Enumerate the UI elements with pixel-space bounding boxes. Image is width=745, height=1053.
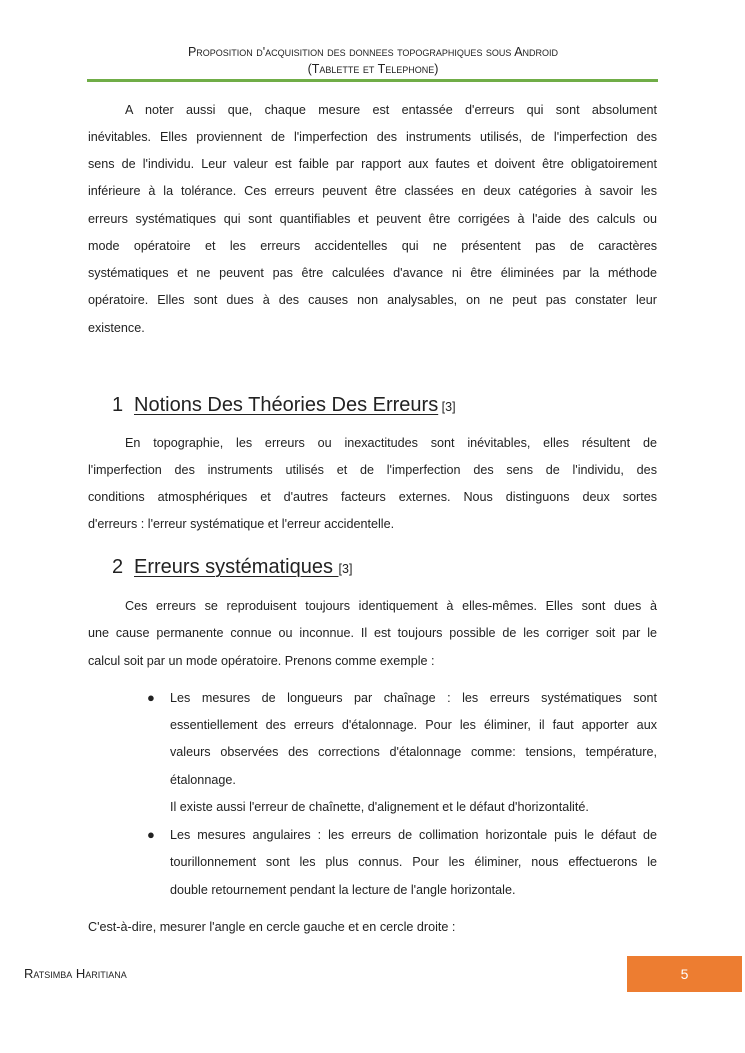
paragraph-line: Ces erreurs se reproduisent toujours identiquement à elles-mêmes. Elles sont dues à [125, 599, 657, 613]
header-title-line1: Proposition d'acquisition des donnees topographiques sous Android [187, 45, 559, 59]
heading-title: Notions Des Théories Des Erreurs [134, 394, 439, 416]
heading-number: 2 [112, 556, 124, 578]
paragraph-line: A noter aussi que, chaque mesure est entassée d'erreurs qui sont absolument [125, 103, 657, 117]
paragraph-line: C'est-à-dire, mesurer l'angle en cercle gauche et en cercle droite : [88, 920, 456, 934]
paragraph-line: inférieure à la tolérance. Ces erreurs peuvent être classées en deux catégories à savoir les [88, 184, 657, 198]
heading-1 [112, 394, 456, 417]
heading-2 [112, 556, 352, 579]
header-title-line2: (Tablette et Telephone) [307, 62, 439, 76]
paragraph-line: tourillonnement sont les plus connus. Pour les éliminer, nous effectuerons le [170, 855, 657, 869]
paragraph-line: opératoire. Elles sont dues à des causes non analysables, on ne peut pas constater leur [88, 293, 657, 307]
paragraph-line: existence. [88, 321, 145, 335]
paragraph-line: erreurs systématiques qui sont quantifiables et peuvent être corrigées à l'aide des calculs ou [88, 212, 657, 226]
paragraph-line: l'imperfection des instruments utilisés et de l'imperfection des sens de l'individu, des [88, 463, 657, 477]
paragraph-line: étalonnage. [170, 773, 236, 787]
paragraph-line: Les mesures angulaires : les erreurs de collimation horizontale puis le défaut de [170, 828, 657, 842]
heading-number: 1 [112, 394, 124, 416]
paragraph-line: d'erreurs : l'erreur systématique et l'erreur accidentelle. [88, 517, 395, 531]
footer-author: Ratsimba Haritiana [24, 966, 127, 981]
citation: [3] [438, 400, 456, 414]
paragraph-line: valeurs observées des corrections d'étalonnage comme: tensions, température, [170, 745, 657, 759]
paragraph-line: systématiques et ne peuvent pas être calculées d'avance ni être éliminées par la méthode [88, 266, 657, 280]
paragraph-line: double retournement pendant la lecture de l'angle horizontale. [170, 883, 516, 897]
paragraph-line: une cause permanente connue ou inconnue. Il est toujours possible de les corriger soit par le [88, 626, 657, 640]
paragraph-line: Il existe aussi l'erreur de chaînette, d'alignement et le défaut d'horizontalité. [170, 800, 589, 814]
citation: [3] [338, 562, 353, 576]
paragraph-line: essentiellement des erreurs d'étalonnage. Pour les éliminer, il faut apporter aux [170, 718, 657, 732]
paragraph-line: inévitables. Elles proviennent de l'imperfection des instruments utilisés, de l'imperfection des [88, 130, 657, 144]
paragraph-line: calcul soit par un mode opératoire. Prenons comme exemple : [88, 654, 435, 668]
heading-title: Erreurs systématiques [134, 556, 339, 578]
bullet-icon: ● [147, 827, 155, 842]
bullet-icon: ● [147, 690, 155, 705]
paragraph-line: Les mesures de longueurs par chaînage : les erreurs systématiques sont [170, 691, 657, 705]
paragraph-line: sens de l'individu. Leur valeur est faible par rapport aux fautes et doivent être obligatoirement [88, 157, 657, 171]
header-rule [87, 79, 658, 82]
paragraph-line: conditions atmosphériques et d'autres facteurs externes. Nous distinguons deux sortes [88, 490, 657, 504]
running-header [88, 44, 658, 78]
paragraph-line: mode opératoire et les erreurs accidentelles qui ne présentent pas de caractères [88, 239, 657, 253]
page-number: 5 [627, 956, 742, 992]
paragraph-line: En topographie, les erreurs ou inexactitudes sont inévitables, elles résultent de [125, 436, 657, 450]
